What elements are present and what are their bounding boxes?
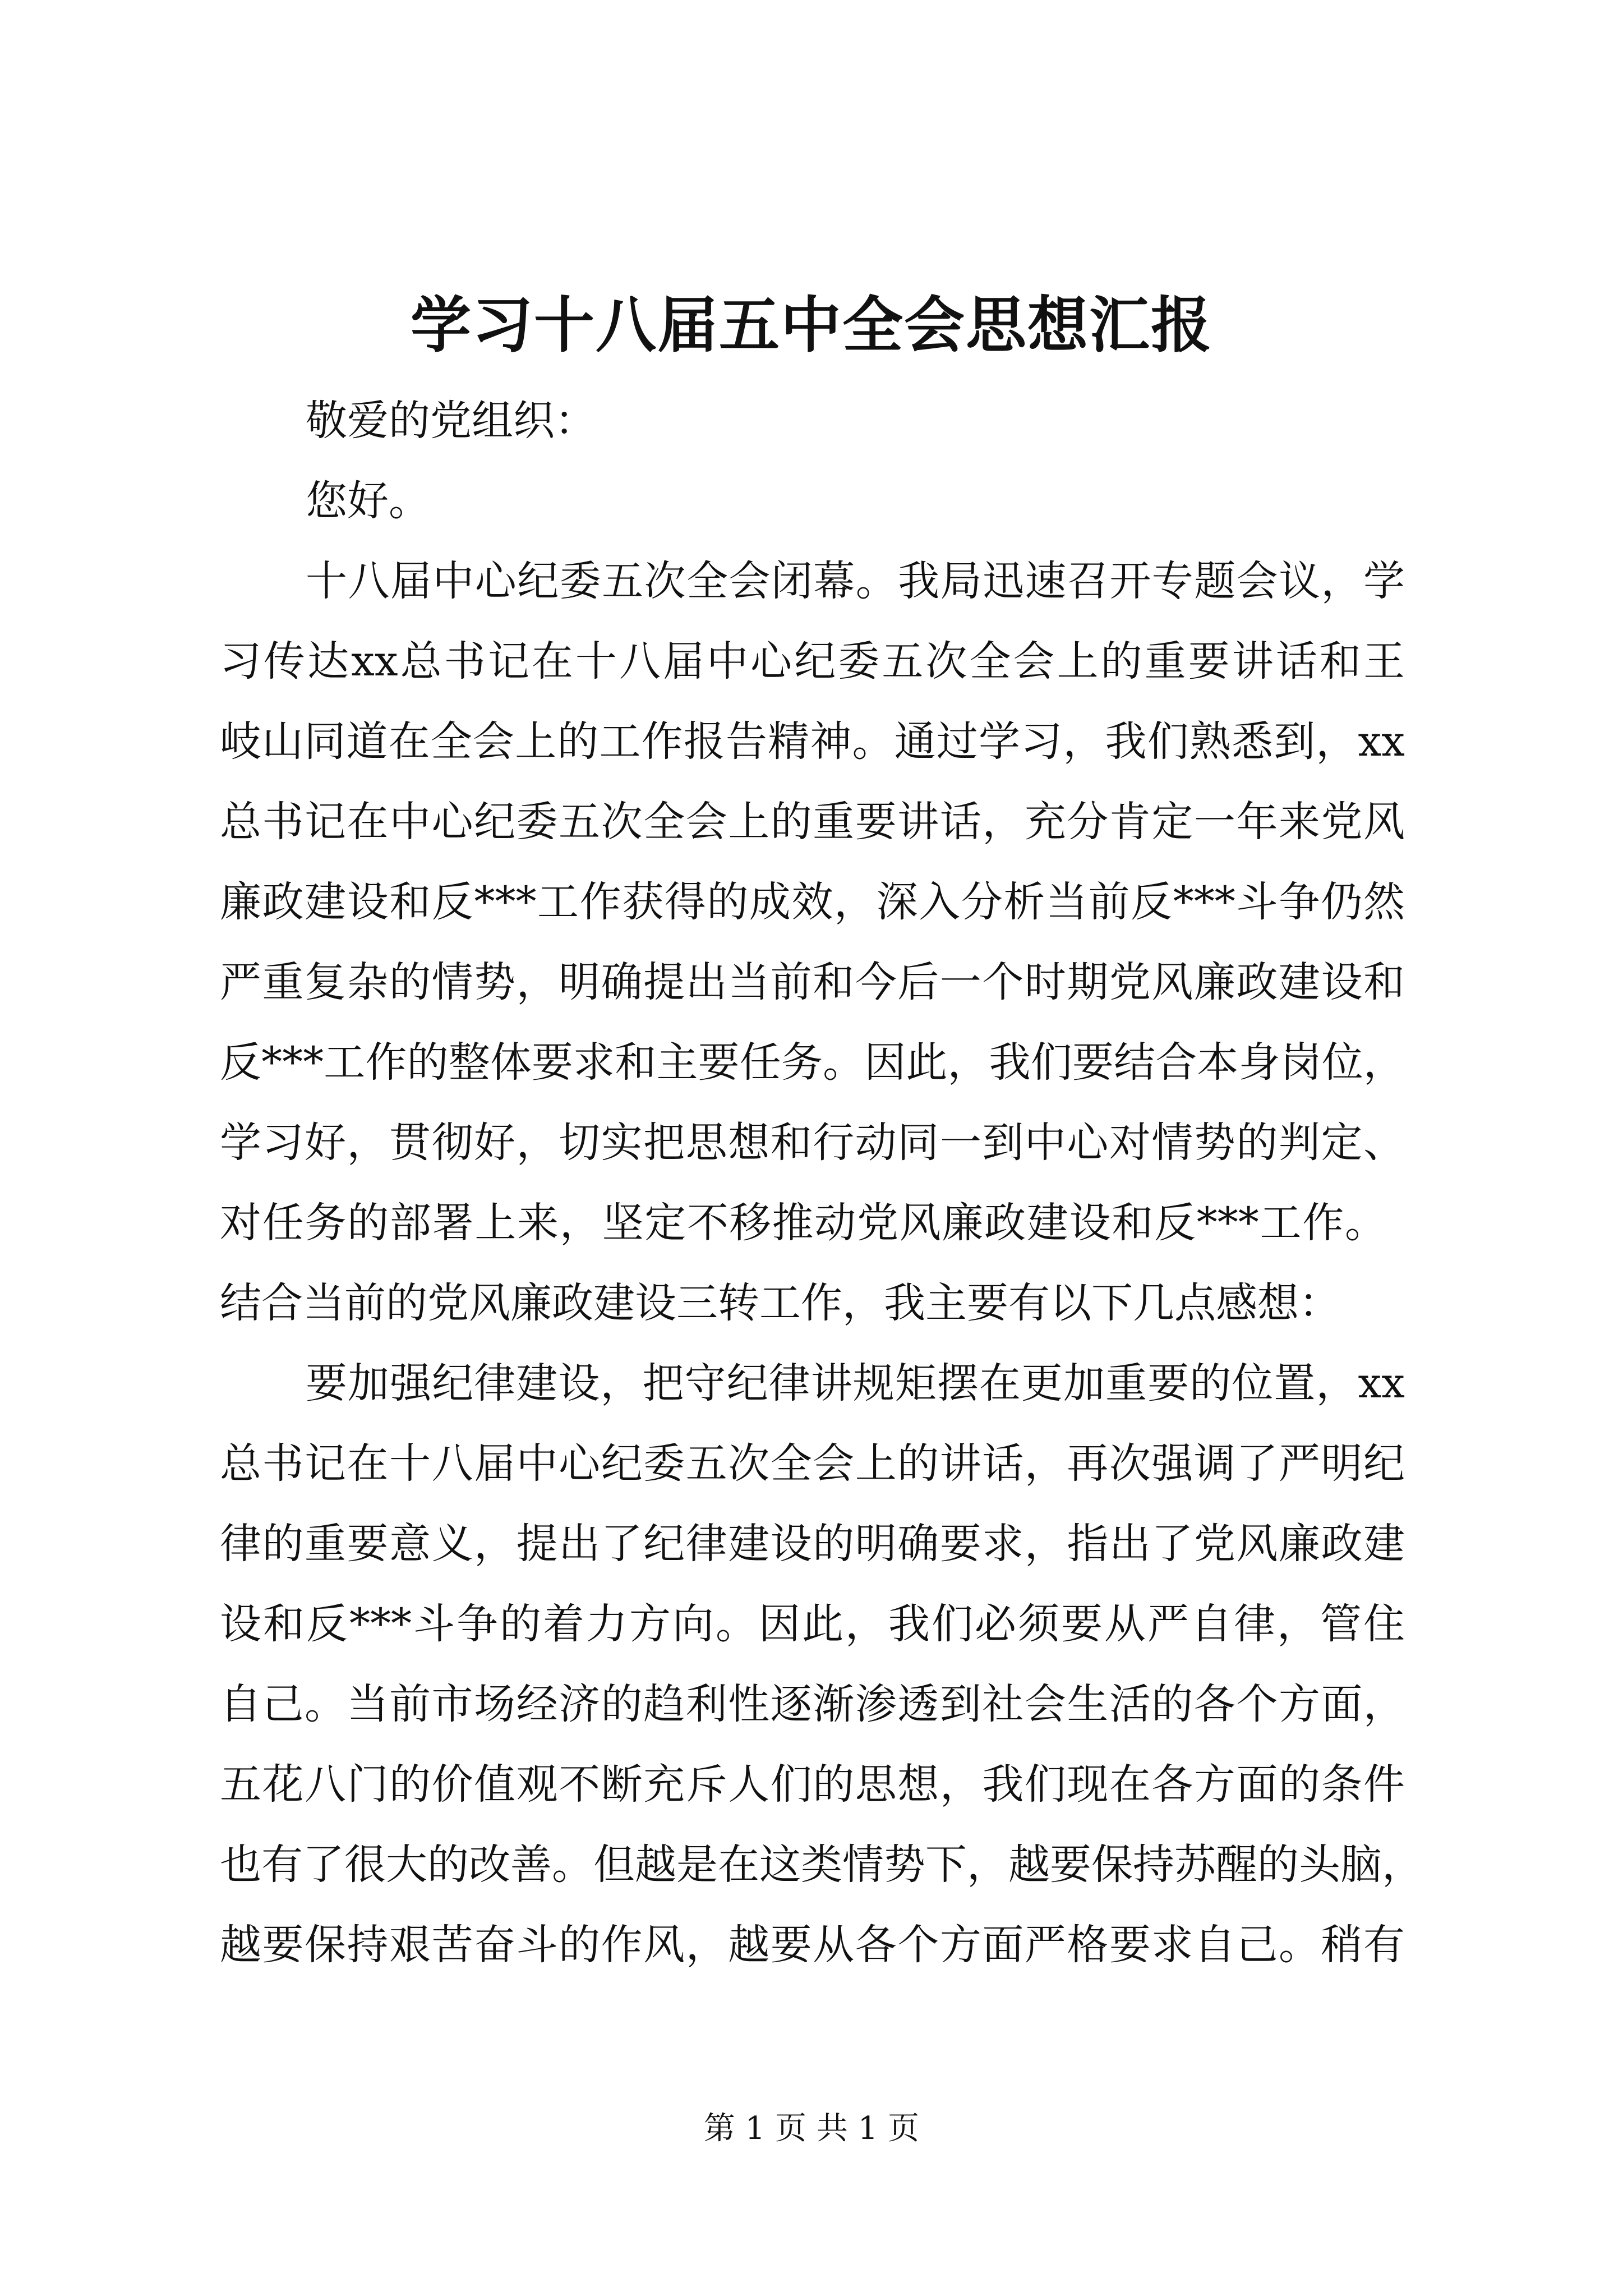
text-line: 五花八门的价值观不断充斥人们的思想，我们现在各方面的条件 bbox=[220, 1760, 1405, 1809]
text-line: 越要保持艰苦奋斗的作风，越要从各个方面严格要求自己。稍有 bbox=[220, 1921, 1405, 1969]
text-line: 学习好，贯彻好，切实把思想和行动同一到中心对情势的判定、 bbox=[220, 1119, 1405, 1167]
text-line: 习传达xx总书记在十八届中心纪委五次全会上的重要讲话和王 bbox=[220, 637, 1405, 685]
text-line: 自己。当前市场经济的趋利性逐渐渗透到社会生活的各个方面， bbox=[220, 1680, 1405, 1728]
text-line: 严重复杂的情势，明确提出当前和今后一个时期党风廉政建设和 bbox=[220, 958, 1405, 1006]
page-number-footer: 第 1 页 共 1 页 bbox=[703, 2110, 920, 2147]
text-line: 总书记在中心纪委五次全会上的重要讲话，充分肯定一年来党风 bbox=[220, 798, 1405, 846]
text-line: 岐山同道在全会上的工作报告精神。通过学习，我们熟悉到，xx bbox=[220, 717, 1405, 766]
text-line: 对任务的部署上来，坚定不移推动党风廉政建设和反***工作。 bbox=[220, 1199, 1386, 1247]
text-line: 反***工作的整体要求和主要任务。因此，我们要结合本身岗位， bbox=[220, 1038, 1405, 1087]
text-line: 十八届中心纪委五次全会闭幕。我局迅速召开专题会议，学 bbox=[306, 557, 1405, 605]
text-line: 律的重要意义，提出了纪律建设的明确要求，指出了党风廉政建 bbox=[220, 1520, 1405, 1568]
text-line: 也有了很大的改善。但越是在这类情势下，越要保持苏醒的头脑， bbox=[220, 1841, 1423, 1889]
text-line: 结合当前的党风廉政建设三转工作，我主要有以下几点感想： bbox=[220, 1279, 1340, 1327]
text-line: 要加强纪律建设，把守纪律讲规矩摆在更加重要的位置，xx bbox=[306, 1359, 1405, 1407]
text-line: 廉政建设和反***工作获得的成效，深入分析当前反***斗争仍然 bbox=[220, 878, 1405, 926]
document-title: 学习十八届五中全会思想汇报 bbox=[410, 290, 1212, 361]
text-line: 您好。 bbox=[306, 477, 430, 525]
text-line: 设和反***斗争的着力方向。因此，我们必须要从严自律，管住 bbox=[220, 1600, 1405, 1648]
text-line: 总书记在十八届中心纪委五次全会上的讲话，再次强调了严明纪 bbox=[220, 1439, 1405, 1488]
text-line: 敬爱的党组织： bbox=[306, 397, 596, 445]
